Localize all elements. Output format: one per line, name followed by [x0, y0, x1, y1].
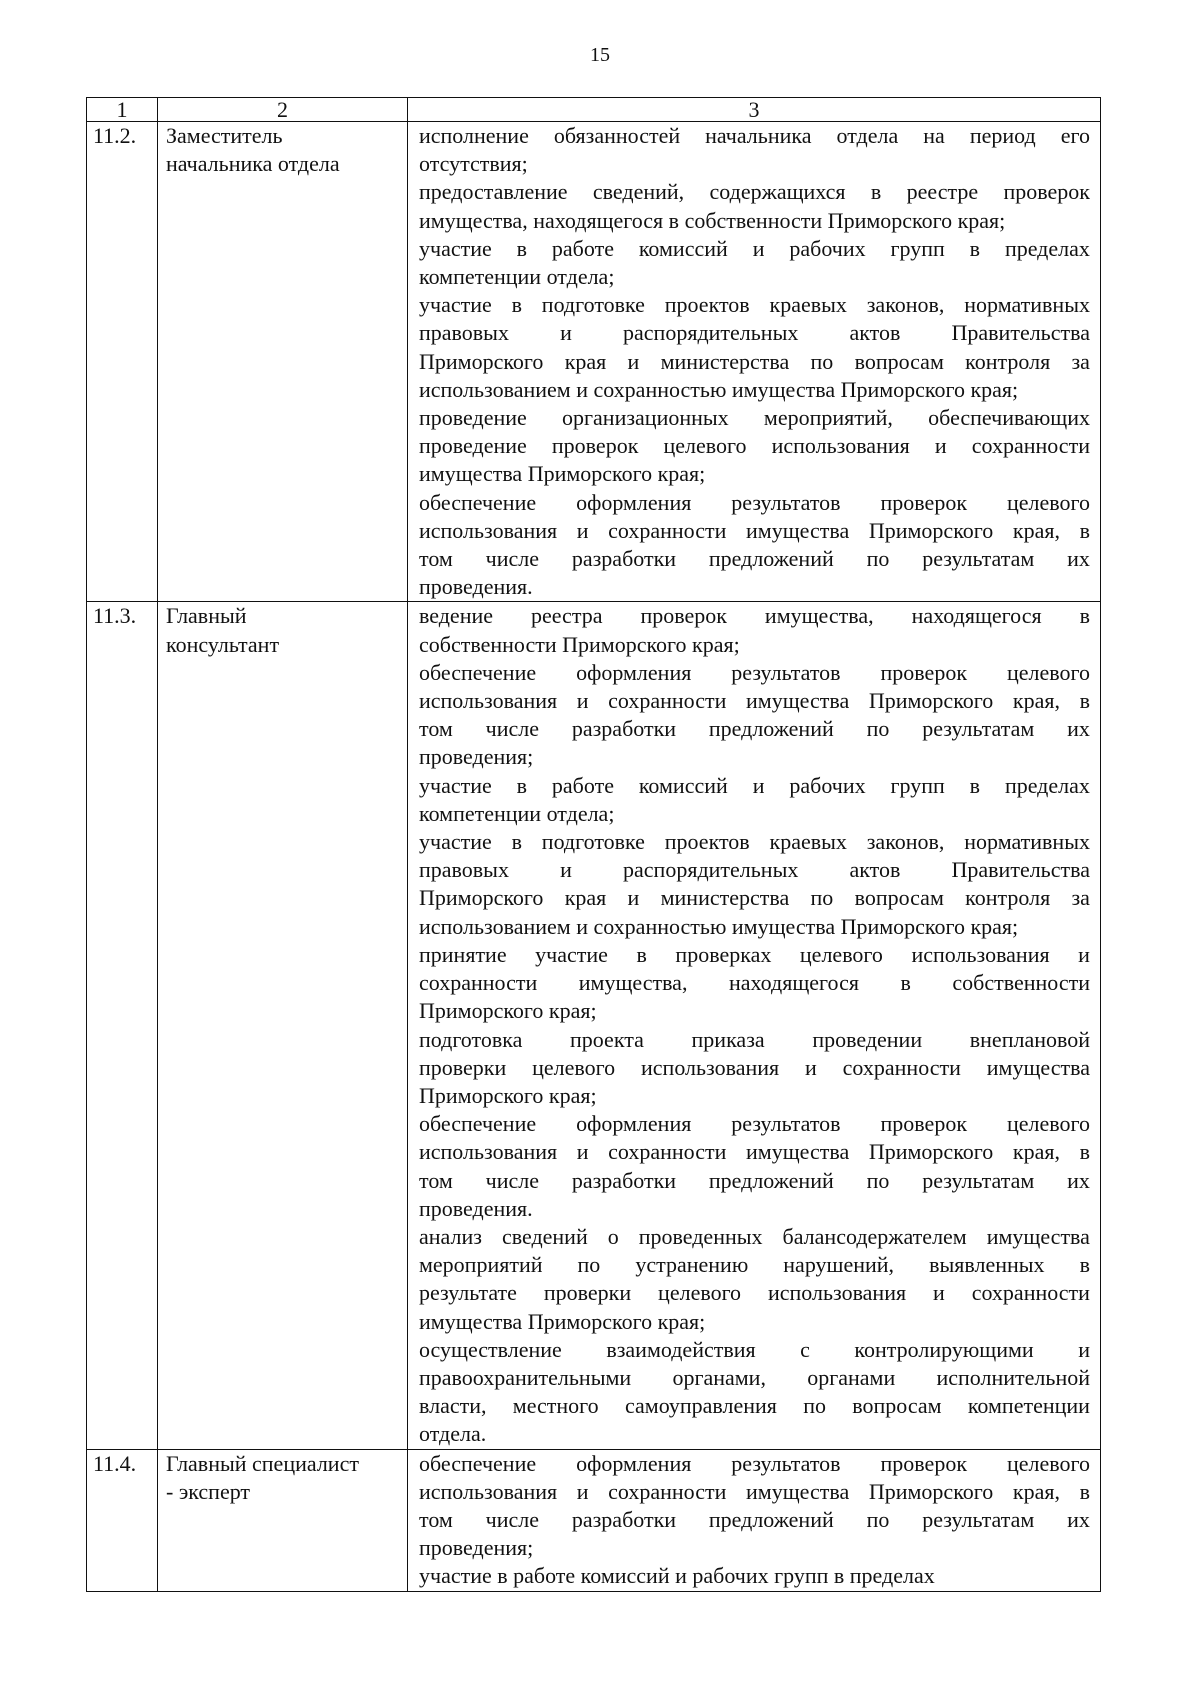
duty-line: том числе разработки предложений по результатам их: [419, 1506, 1090, 1532]
duty-item: [419, 178, 1090, 234]
duty-line: участие в подготовке проектов краевых законов, нормативных: [419, 829, 1090, 855]
duty-line: проверки целевого использования и сохранности имущества: [419, 1054, 1090, 1080]
duty-line: обеспечение оформления результатов проверок целевого: [419, 1450, 1090, 1476]
duty-item: [419, 772, 1090, 828]
position-title-line: Заместитель: [166, 123, 283, 148]
duty-line: предоставление сведений, содержащихся в реестре проверок: [419, 179, 1090, 205]
duties-list: [408, 602, 1101, 1449]
table-row: [87, 1449, 1101, 1591]
duty-line: использования и сохранности имущества Приморского края, в: [419, 1478, 1090, 1504]
duty-item: [419, 404, 1090, 489]
duty-line: обеспечение оформления результатов проверок целевого: [419, 1111, 1090, 1137]
duty-line: проведение проверок целевого использования и сохранности: [419, 433, 1090, 459]
position-title-line: консультант: [166, 631, 280, 657]
duty-line: использования и сохранности имущества Приморского края, в: [419, 517, 1090, 543]
row-number: 11.2.: [87, 122, 158, 602]
table-row: [87, 602, 1101, 1449]
duty-line: отдела.: [419, 1421, 487, 1447]
table-row: [87, 122, 1101, 602]
duty-line: использованием и сохранностью имущества Приморского края;: [419, 913, 1019, 939]
column-header-3: 3: [408, 98, 1101, 122]
duty-line: проведения;: [419, 744, 534, 770]
duty-item: [419, 489, 1090, 602]
duties-list: [408, 122, 1101, 602]
duty-line: принятие участие в проверках целевого использования и: [419, 941, 1090, 967]
position-title: [158, 122, 408, 602]
duty-line: ведение реестра проверок имущества, находящегося в: [419, 603, 1090, 629]
duty-line: использования и сохранности имущества Приморского края, в: [419, 1139, 1090, 1165]
duty-item: [419, 941, 1090, 1026]
duty-line: Приморского края и министерства по вопросам контроля за: [419, 348, 1090, 374]
duty-line: Приморского края и министерства по вопросам контроля за: [419, 885, 1090, 911]
column-header-1: 1: [87, 98, 158, 122]
duty-line: исполнение обязанностей начальника отдела на период его: [419, 123, 1090, 148]
duty-line: использованием и сохранностью имущества Приморского края;: [419, 376, 1019, 402]
duty-line: правовых и распорядительных актов Правительства: [419, 857, 1090, 883]
duty-item: [419, 602, 1090, 658]
duty-item: [419, 828, 1090, 941]
duty-line: анализ сведений о проведенных балансодержателем имущества: [419, 1223, 1090, 1249]
duty-line: участие в подготовке проектов краевых законов, нормативных: [419, 292, 1090, 318]
position-title-line: - эксперт: [166, 1478, 251, 1504]
duty-line: участие в работе комиссий и рабочих групп в пределах: [419, 1563, 935, 1589]
duty-line: сохранности имущества, находящегося в собственности: [419, 970, 1090, 996]
duty-item: [419, 1336, 1090, 1449]
position-title-line: Главный: [166, 603, 247, 629]
duty-item: [419, 235, 1090, 291]
row-number: 11.4.: [87, 1449, 158, 1591]
duty-line: осуществление взаимодействия с контролирующими и: [419, 1336, 1090, 1362]
duty-line: участие в работе комиссий и рабочих групп в пределах: [419, 235, 1090, 261]
duty-line: проведения.: [419, 574, 533, 600]
duty-line: результате проверки целевого использования и сохранности: [419, 1280, 1090, 1306]
duty-line: имущества Приморского края;: [419, 461, 706, 487]
position-title-line: начальника отдела: [166, 151, 340, 177]
duty-item: [419, 659, 1090, 772]
duty-line: мероприятий по устранению нарушений, выявленных в: [419, 1252, 1090, 1278]
duty-line: имущества Приморского края;: [419, 1308, 706, 1334]
duty-line: отсутствия;: [419, 151, 528, 177]
row-number: 11.3.: [87, 602, 158, 1449]
duty-line: Приморского края;: [419, 1082, 597, 1108]
duty-item: [419, 122, 1090, 178]
column-header-2: 2: [158, 98, 408, 122]
duty-line: проведения.: [419, 1195, 533, 1221]
duty-line: использования и сохранности имущества Приморского края, в: [419, 688, 1090, 714]
duty-line: правоохранительными органами, органами исполнительной: [419, 1364, 1090, 1390]
position-title: [158, 1449, 408, 1591]
duty-item: [419, 291, 1090, 404]
duties-list: [408, 1449, 1101, 1591]
duty-line: участие в работе комиссий и рабочих групп в пределах: [419, 772, 1090, 798]
duty-line: компетенции отдела;: [419, 264, 615, 290]
duty-item: [419, 1562, 1090, 1590]
duty-line: правовых и распорядительных актов Правительства: [419, 320, 1090, 346]
duty-line: обеспечение оформления результатов проверок целевого: [419, 659, 1090, 685]
duty-line: власти, местного самоуправления по вопросам компетенции: [419, 1393, 1090, 1419]
position-title: [158, 602, 408, 1449]
duty-item: [419, 1110, 1090, 1223]
duty-line: подготовка проекта приказа проведении внеплановой: [419, 1026, 1090, 1052]
duty-line: том числе разработки предложений по результатам их: [419, 1167, 1090, 1193]
page-number: 15: [590, 44, 610, 66]
duty-line: имущества, находящегося в собственности Приморского края;: [419, 207, 1006, 233]
duty-line: том числе разработки предложений по результатам их: [419, 546, 1090, 572]
duty-line: обеспечение оформления результатов проверок целевого: [419, 489, 1090, 515]
duty-line: проведения;: [419, 1535, 534, 1561]
duty-line: собственности Приморского края;: [419, 631, 740, 657]
duties-table: [86, 97, 1101, 1592]
duty-item: [419, 1223, 1090, 1336]
duty-item: [419, 1450, 1090, 1563]
duty-line: проведение организационных мероприятий, обеспечивающих: [419, 405, 1090, 431]
table-header-row: [87, 98, 1101, 122]
duty-line: том числе разработки предложений по результатам их: [419, 716, 1090, 742]
duty-line: компетенции отдела;: [419, 800, 615, 826]
position-title-line: Главный специалист: [166, 1450, 359, 1476]
duty-line: Приморского края;: [419, 998, 597, 1024]
duty-item: [419, 1026, 1090, 1111]
